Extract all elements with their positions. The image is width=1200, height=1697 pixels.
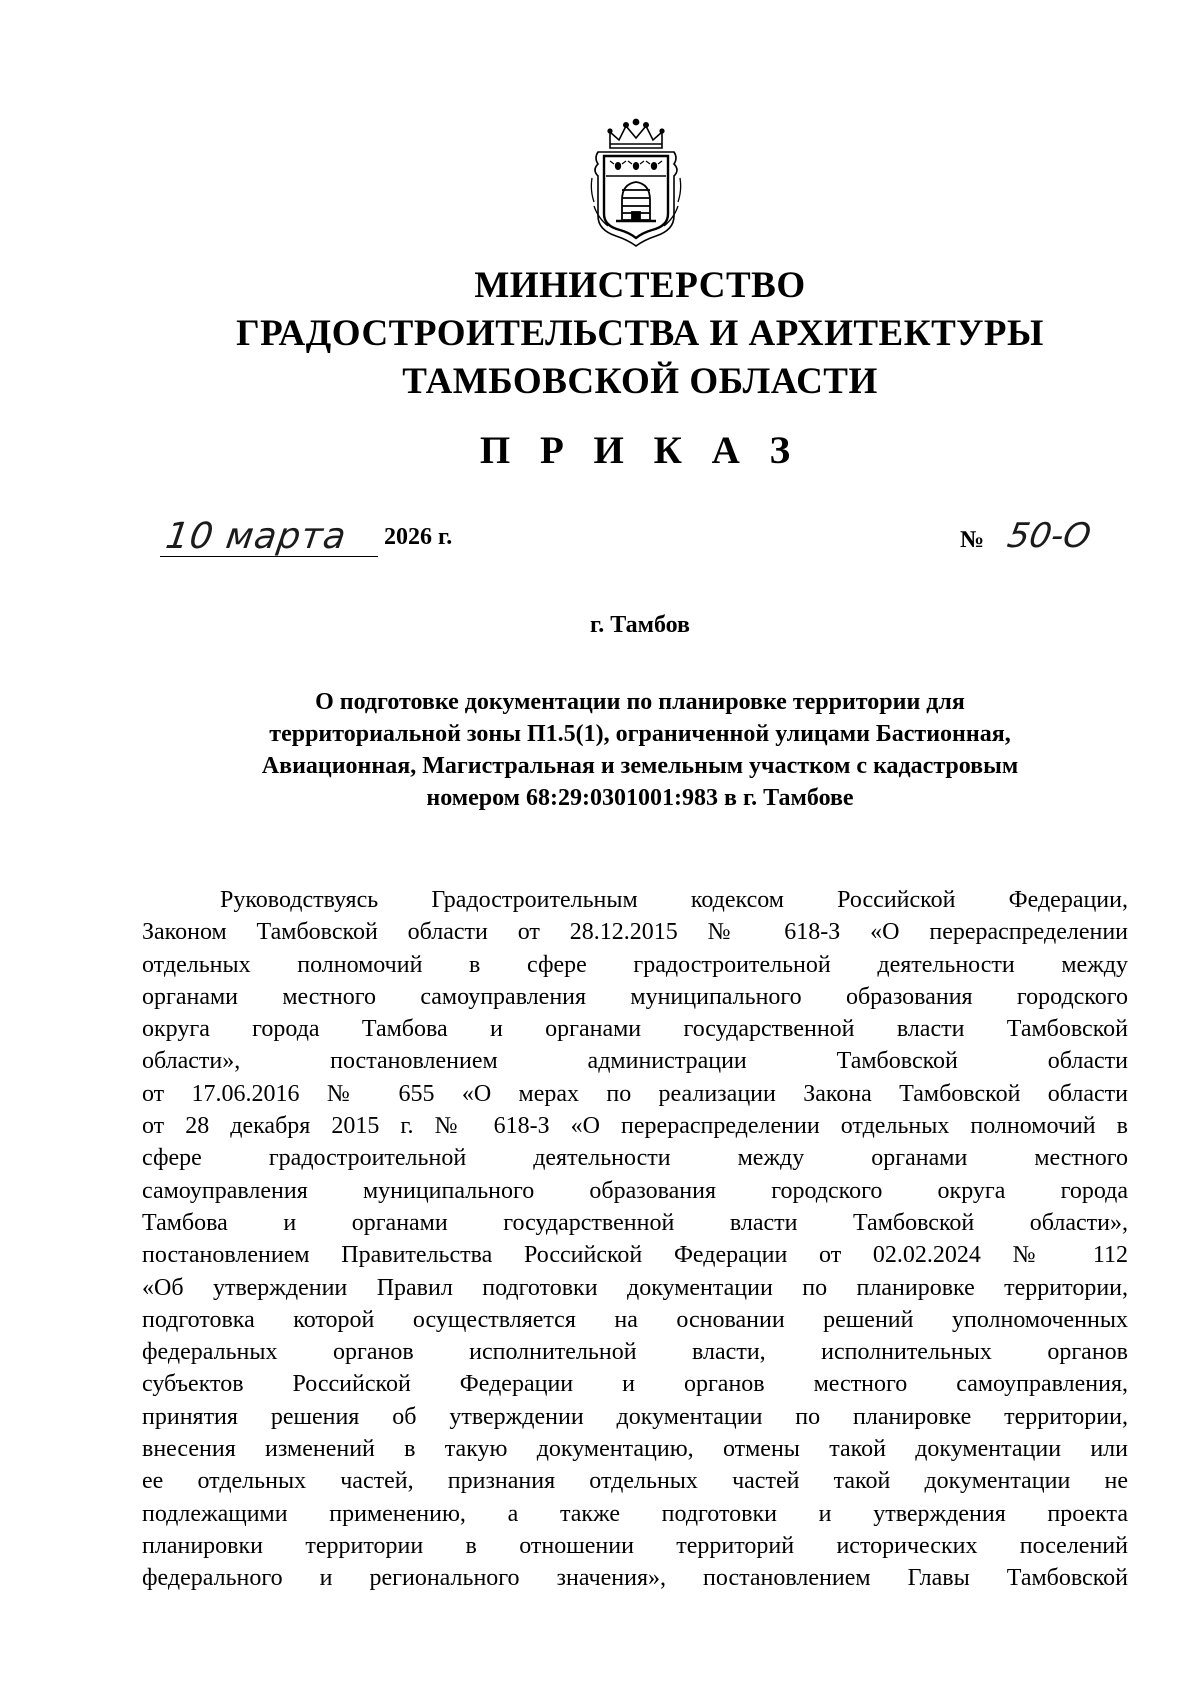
- bees-icon: [610, 161, 662, 170]
- body-line: планировки территории в отношении территорий исторических поселений: [142, 1532, 1128, 1559]
- subject-line-4: номером 68:29:0301001:983 в г. Тамбове: [426, 785, 854, 811]
- handwritten-date: 10 марта: [163, 516, 350, 557]
- body-line: федеральных органов исполнительной власти, исполнительных органов: [142, 1339, 1128, 1366]
- body-line: федерального и регионального значения», постановлением Главы Тамбовской: [142, 1565, 1128, 1592]
- subject-line-3: Авиационная, Магистральная и земельным участком с кадастровым: [261, 753, 1019, 779]
- body-line: принятия решения об утверждении документации по планировке территории,: [142, 1403, 1128, 1430]
- body-line: области», постановлением администрации Тамбовской области: [142, 1048, 1128, 1075]
- body-line: Руководствуясь Градостроительным кодексом Российской Федерации,: [220, 887, 1128, 913]
- subject-line-1: О подготовке документации по планировке территории для: [315, 689, 965, 715]
- subject-line-2: территориальной зоны П1.5(1), ограниченной улицами Бастионная,: [269, 721, 1011, 747]
- handwritten-number: 50-О: [1004, 516, 1094, 556]
- body-line: субъектов Российской Федерации и органов местного самоуправления,: [142, 1371, 1128, 1398]
- body-line: от 28 декабря 2015 г. № 618-З «О перераспределении отдельных полномочий в: [142, 1113, 1128, 1140]
- body-line: постановлением Правительства Российской Федерации от 02.02.2024 № 112: [142, 1242, 1128, 1269]
- body-line: от 17.06.2016 № 655 «О мерах по реализации Закона Тамбовской области: [142, 1080, 1128, 1107]
- body-line: отдельных полномочий в сфере градостроительной деятельности между: [142, 951, 1128, 978]
- ministry-name-line-1: МИНИСТЕРСТВО: [474, 265, 806, 306]
- body-line: Тамбова и органами государственной власти Тамбовской области»,: [142, 1209, 1128, 1236]
- number-sign: №: [960, 527, 985, 553]
- body-line: «Об утверждении Правил подготовки документации по планировке территории,: [142, 1274, 1128, 1301]
- body-paragraph: [142, 884, 1128, 1595]
- date-underline: [160, 556, 378, 557]
- body-line: внесения изменений в такую документацию, отмены такой документации или: [142, 1436, 1128, 1463]
- issue-city: г. Тамбов: [590, 612, 690, 638]
- beehive-icon: [616, 182, 656, 221]
- order-year: 2026 г.: [384, 524, 453, 550]
- body-line: сфере градостроительной деятельности между органами местного: [142, 1145, 1128, 1172]
- document-type-title: П Р И К А З: [479, 429, 801, 472]
- order-date: [160, 516, 500, 566]
- ministry-name-line-3: ТАМБОВСКОЙ ОБЛАСТИ: [402, 361, 878, 402]
- body-line: самоуправления муниципального образования городского округа города: [142, 1177, 1128, 1204]
- ministry-name-line-2: ГРАДОСТРОИТЕЛЬСТВА И АРХИТЕКТУРЫ: [236, 313, 1044, 354]
- body-line: округа города Тамбова и органами государственной власти Тамбовской: [142, 1016, 1128, 1043]
- coat-of-arms-emblem: [588, 118, 684, 250]
- body-line: органами местного самоуправления муниципального образования городского: [142, 983, 1128, 1010]
- body-line: подлежащими применению, а также подготовки и утверждения проекта: [142, 1500, 1128, 1527]
- crown-icon: [608, 119, 664, 148]
- body-line: ее отдельных частей, признания отдельных частей такой документации не: [142, 1468, 1128, 1495]
- body-line: Законом Тамбовской области от 28.12.2015 № 618-З «О перераспределении: [142, 919, 1128, 946]
- body-line: подготовка которой осуществляется на основании решений уполномоченных: [142, 1306, 1128, 1333]
- order-number: [960, 516, 1110, 566]
